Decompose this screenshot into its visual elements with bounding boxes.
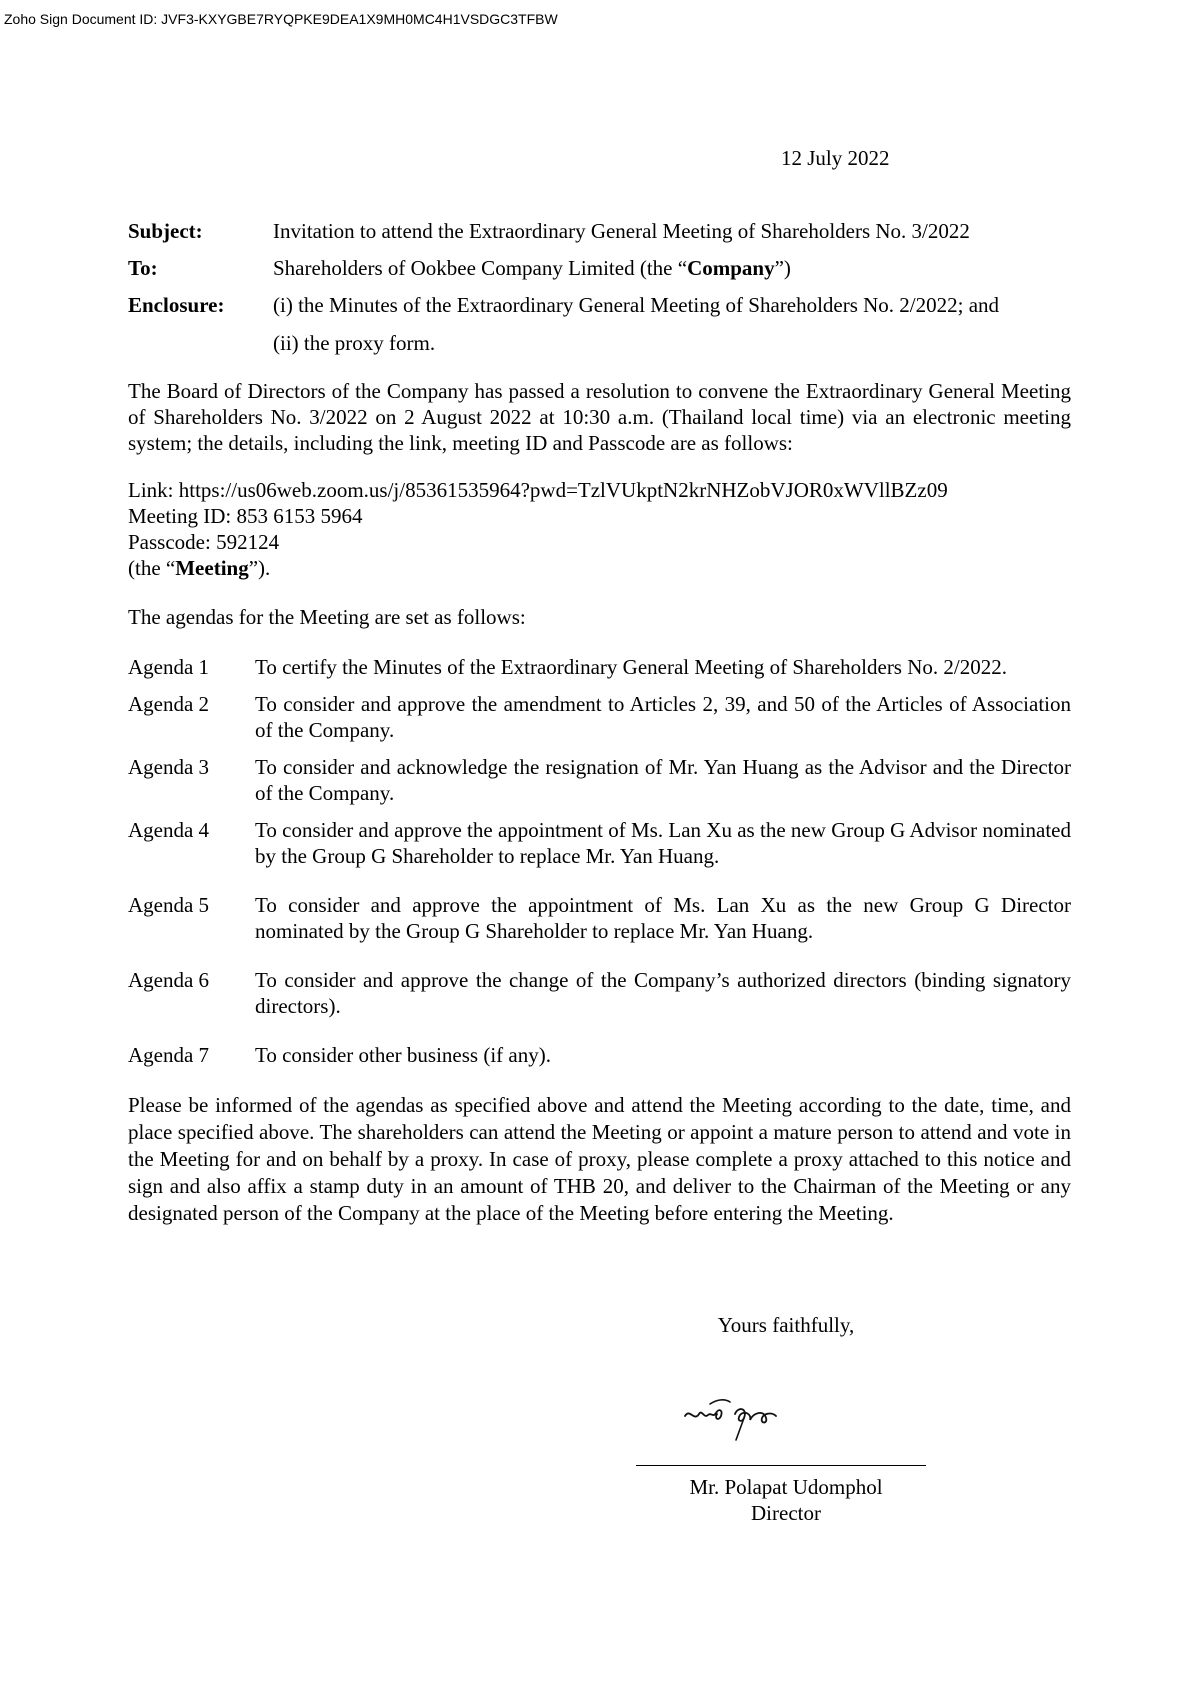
agenda-text: To consider and approve the appointment of Ms. Lan Xu as the new Group G Director nominated by the Group G Shareholder to replace Mr. Yan Huang.	[255, 893, 1071, 943]
agenda-label: Agenda 3	[128, 755, 210, 779]
agenda-item	[128, 892, 1071, 944]
to-value-suffix: ”)	[774, 256, 791, 280]
signature-line	[636, 1465, 926, 1466]
enclosure-row	[128, 293, 1088, 317]
agenda-label: Agenda 2	[128, 692, 210, 716]
meeting-definition-prefix: (the “	[128, 556, 176, 580]
salutation: Yours faithfully,	[717, 1313, 855, 1337]
agenda-item	[128, 654, 1071, 680]
agenda-label: Agenda 4	[128, 818, 210, 842]
meeting-id: Meeting ID: 853 6153 5964	[128, 504, 363, 528]
agenda-text: To consider and approve the change of the Company’s authorized directors (binding signatory directors).	[255, 968, 1071, 1018]
meeting-details	[128, 477, 948, 581]
agenda-text: To consider and acknowledge the resignation of Mr. Yan Huang as the Advisor and the Director of the Company.	[255, 755, 1071, 805]
enclosure-line-1: (i) the Minutes of the Extraordinary General Meeting of Shareholders No. 2/2022; and	[273, 293, 1000, 317]
intro-paragraph: The Board of Directors of the Company has passed a resolution to convene the Extraordinary General Meeting of Shareholders No. 3/2022 on 2 August 2022 at 10:30 a.m. (Thailand local time) via an electronic meeting system; the details, including the link, meeting ID and Passcode are as follows:	[128, 379, 1071, 455]
to-value-bold: Company	[687, 256, 775, 280]
to-value	[273, 256, 1088, 280]
agenda-label: Agenda 6	[128, 968, 210, 992]
meeting-definition	[128, 555, 948, 581]
agenda-item	[128, 754, 1071, 806]
signatory-title: Director	[751, 1501, 821, 1525]
agenda-text: To certify the Minutes of the Extraordinary General Meeting of Shareholders No. 2/2022.	[255, 655, 1007, 679]
meeting-definition-suffix: ”).	[248, 556, 271, 580]
to-value-prefix: Shareholders of Ookbee Company Limited (the “	[273, 256, 688, 280]
subject-row	[128, 219, 1088, 243]
agenda-label: Agenda 1	[128, 655, 210, 679]
agenda-text: To consider and approve the amendment to Articles 2, 39, and 50 of the Articles of Association of the Company.	[255, 692, 1071, 742]
agenda-text: To consider and approve the appointment of Ms. Lan Xu as the new Group G Advisor nominated by the Group G Shareholder to replace Mr. Yan Huang.	[255, 818, 1071, 868]
enclosure-label: Enclosure:	[128, 293, 225, 317]
enclosure-line-2: (ii) the proxy form.	[273, 331, 436, 355]
agenda-item	[128, 691, 1071, 743]
agenda-label: Agenda 7	[128, 1043, 210, 1067]
agenda-item	[128, 967, 1071, 1019]
enclosure-row-2	[128, 331, 1088, 355]
subject-label: Subject:	[128, 219, 203, 243]
agenda-item	[128, 817, 1071, 869]
meeting-definition-bold: Meeting	[175, 556, 249, 580]
meeting-passcode: Passcode: 592124	[128, 530, 280, 554]
agenda-item	[128, 1042, 1071, 1068]
to-label: To:	[128, 256, 158, 280]
to-row	[128, 256, 1088, 280]
agendas-intro: The agendas for the Meeting are set as follows:	[128, 605, 526, 629]
letter-date: 12 July 2022	[781, 146, 890, 170]
meeting-link[interactable]: Link: https://us06web.zoom.us/j/85361535964?pwd=TzlVUkptN2krNHZobVJOR0xWVllBZz09	[128, 478, 948, 502]
subject-value: Invitation to attend the Extraordinary General Meeting of Shareholders No. 3/2022	[273, 219, 970, 243]
document-id: Zoho Sign Document ID: JVF3-KXYGBE7RYQPKE9DEA1X9MH0MC4H1VSDGC3TFBW	[4, 11, 558, 27]
agenda-label: Agenda 5	[128, 893, 210, 917]
signature-image	[680, 1388, 790, 1444]
signatory-name: Mr. Polapat Udomphol	[689, 1475, 883, 1499]
closing-paragraph: Please be informed of the agendas as specified above and attend the Meeting according to the date, time, and place specified above. The shareholders can attend the Meeting or appoint a mature person to attend and vote in the Meeting for and on behalf by a proxy. In case of proxy, please complete a proxy attached to this notice and sign and also affix a stamp duty in an amount of THB 20, and deliver to the Chairman of the Meeting or any designated person of the Company at the place of the Meeting before entering the Meeting.	[128, 1093, 1071, 1225]
agenda-text: To consider other business (if any).	[255, 1043, 551, 1067]
